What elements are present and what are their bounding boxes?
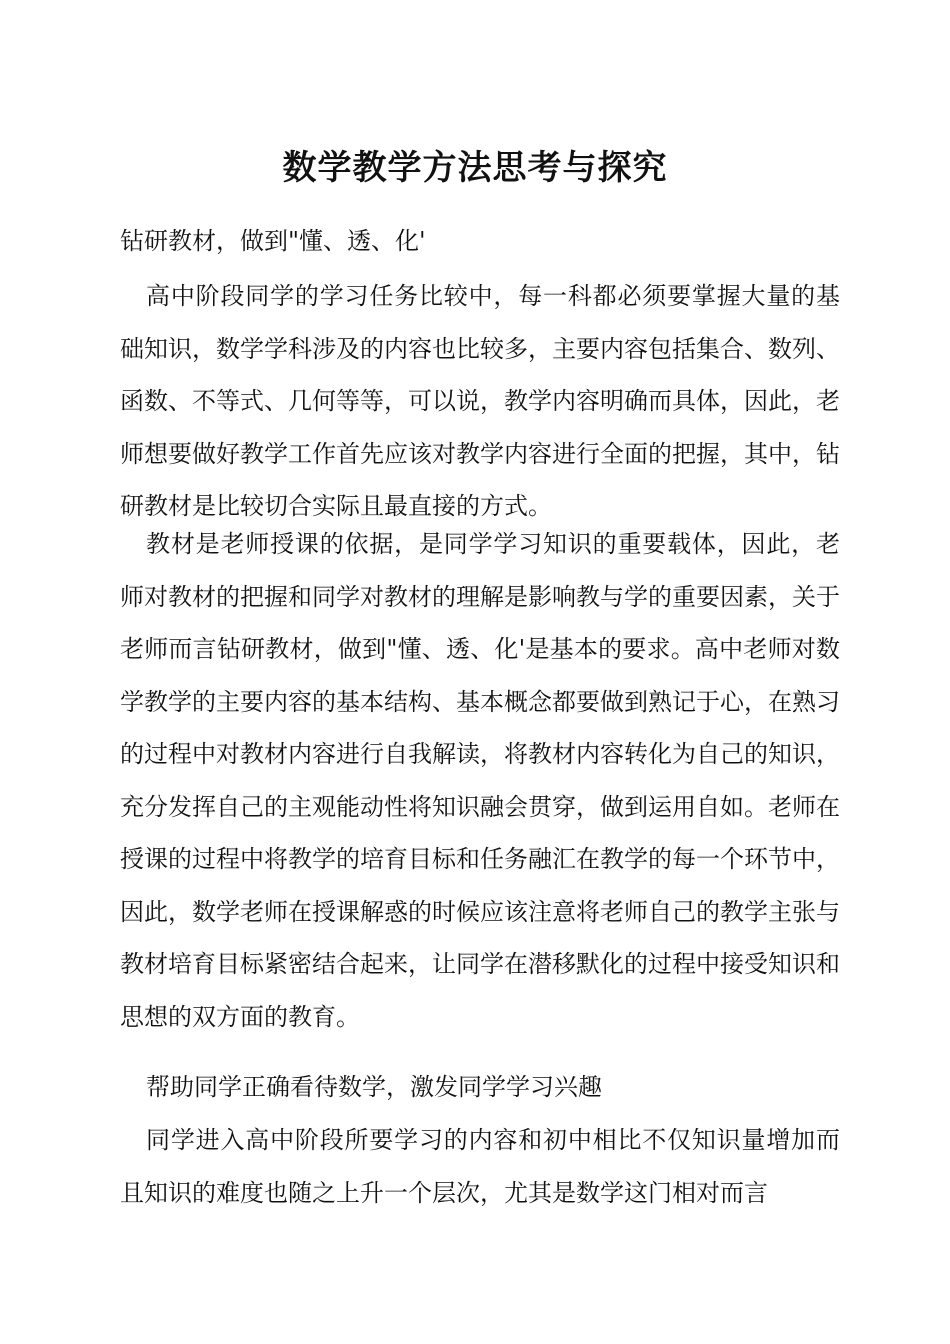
section-heading-interest: 帮助同学正确看待数学，激发同学学习兴趣 [146,1073,602,1101]
paragraph-1: 高中阶段同学的学习任务比较中，每一科都必须要掌握大量的基础知识，数学学科涉及的内容也比较多，主要内容包括集合、数列、函数、不等式、几何等等，可以说，教学内容明确而具体，因此，老师想要做好教学工作首先应该对教学内容进行全面的把握，其中，钻研教材是比较切合实际且最直接的方式。 [120,282,840,520]
document-title: 数学教学方法思考与探究 [282,148,668,188]
paragraph-3: 同学进入高中阶段所要学习的内容和初中相比不仅知识量增加而且知识的难度也随之上升一个层次，尤其是数学这门相对而言 [120,1126,840,1207]
section-heading-study-textbook: 钻研教材，做到"懂、透、化' [120,227,426,255]
paragraph-2: 教材是老师授课的依据，是同学学习知识的重要载体，因此，老师对教材的把握和同学对教材的理解是影响教与学的重要因素，关于老师而言钻研教材，做到"懂、透、化'是基本的要求。高中老师对数学教学的主要内容的基本结构、基本概念都要做到熟记于心，在熟习的过程中对教材内容进行自我解读，将教材内容转化为自己的知识，充分发挥自己的主观能动性将知识融会贯穿，做到运用自如。老师在授课的过程中将教学的培育目标和任务融汇在教学的每一个环节中，因此，数学老师在授课解惑的时候应该注意将老师自己的教学主张与教材培育目标紧密结合起来，让同学在潜移默化的过程中接受知识和思想的双方面的教育。 [120,530,840,1031]
